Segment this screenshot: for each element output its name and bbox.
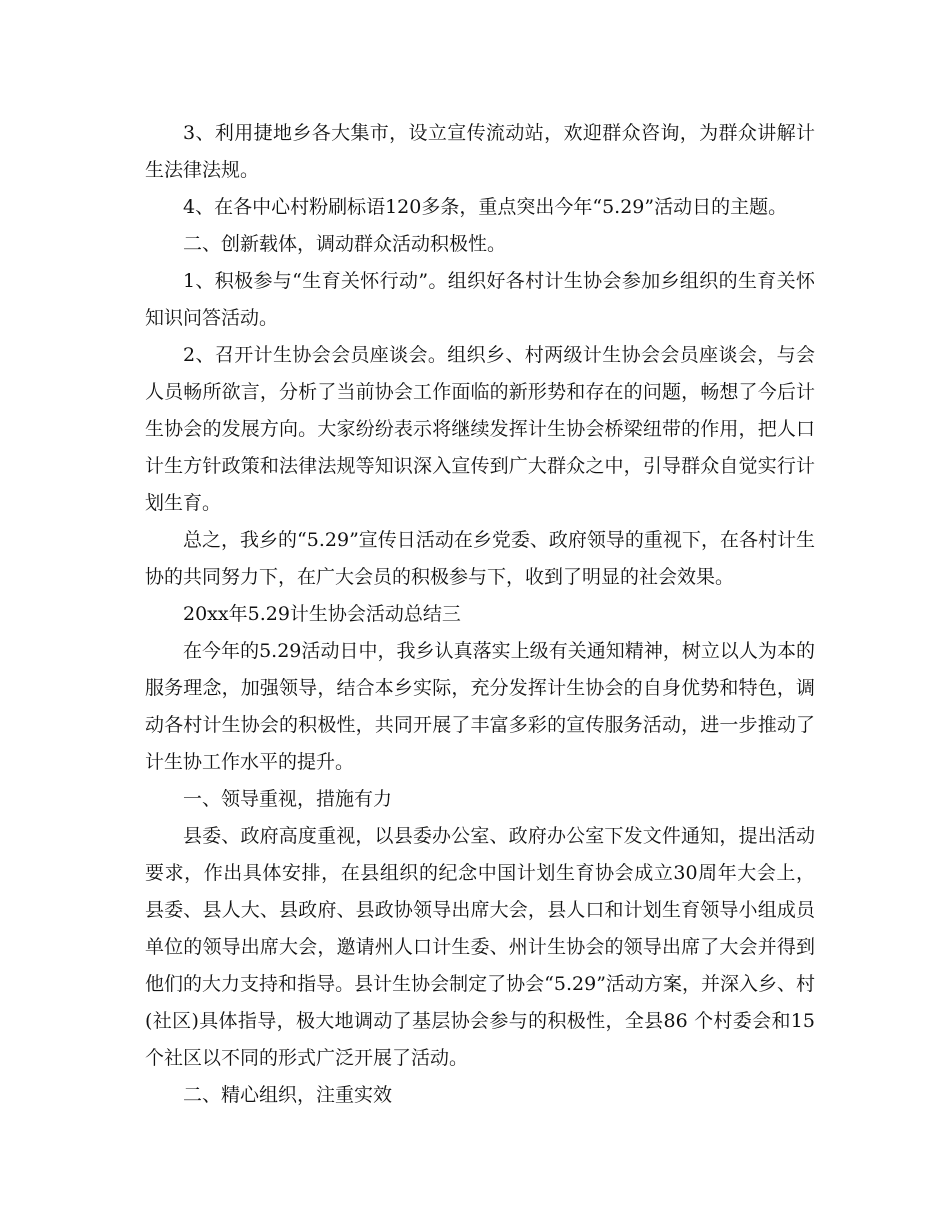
paragraph-intro: 在今年的5.29活动日中，我乡认真落实上级有关通知精神，树立以人为本的服务理念，加强领导，结合本乡实际，充分发挥计生协会的自身优势和特色，调动各村计生协会的积极性，共同开展了丰富多彩的宣传服务活动，进一步推动了计生协工作水平的提升。 <box>145 640 815 773</box>
paragraph-leadership: 县委、政府高度重视，以县委办公室、政府办公室下发文件通知，提出活动要求，作出具体安排，在县组织的纪念中国计划生育协会成立30周年大会上，县委、县人大、县政府、县政协领导出席大会，县人口和计划生育领导小组成员单位的领导出席大会，邀请州人口计生委、州计生协会的领导出席了大会并得到他们的大力支持和指导。县计生协会制定了协会“5.29”活动方案，并深入乡、村(社区)具体指导，极大地调动了基层协会参与的积极性，全县86 个村委会和15个社区以不同的形式广泛开展了活动。 <box>145 825 815 1069</box>
paragraph-item-4: 4、在各中心村粉刷标语120多条，重点突出今年“5.29”活动日的主题。 <box>183 196 788 218</box>
section-heading-leadership: 一、领导重视，措施有力 <box>183 788 393 810</box>
paragraph-item-2: 2、召开计生协会会员座谈会。组织乡、村两级计生协会会员座谈会，与会人员畅所欲言，分析了当前协会工作面临的新形势和存在的问题，畅想了今后计生协会的发展方向。大家纷纷表示将继续发挥计生协会桥梁纽带的作用，把人口计生方针政策和法律法规等知识深入宣传到广大群众之中，引导群众自觉实行计划生育。 <box>145 344 815 514</box>
section-heading-innovation: 二、创新载体，调动群众活动积极性。 <box>183 233 507 255</box>
paragraph-conclusion: 总之，我乡的“5.29”宣传日活动在乡党委、政府领导的重视下，在各村计生协的共同努力下，在广大会员的积极参与下，收到了明显的社会效果。 <box>145 529 815 588</box>
section-heading-organization: 二、精心组织，注重实效 <box>183 1084 393 1106</box>
paragraph-item-1: 1、积极参与“生育关怀行动”。组织好各村计生协会参加乡组织的生育关怀知识问答活动。 <box>145 270 815 329</box>
section-title: 20xx年5.29计生协会活动总结三 <box>183 603 461 625</box>
paragraph-item-3: 3、利用捷地乡各大集市，设立宣传流动站，欢迎群众咨询，为群众讲解计生法律法规。 <box>145 122 815 181</box>
document-body <box>145 115 815 1114</box>
